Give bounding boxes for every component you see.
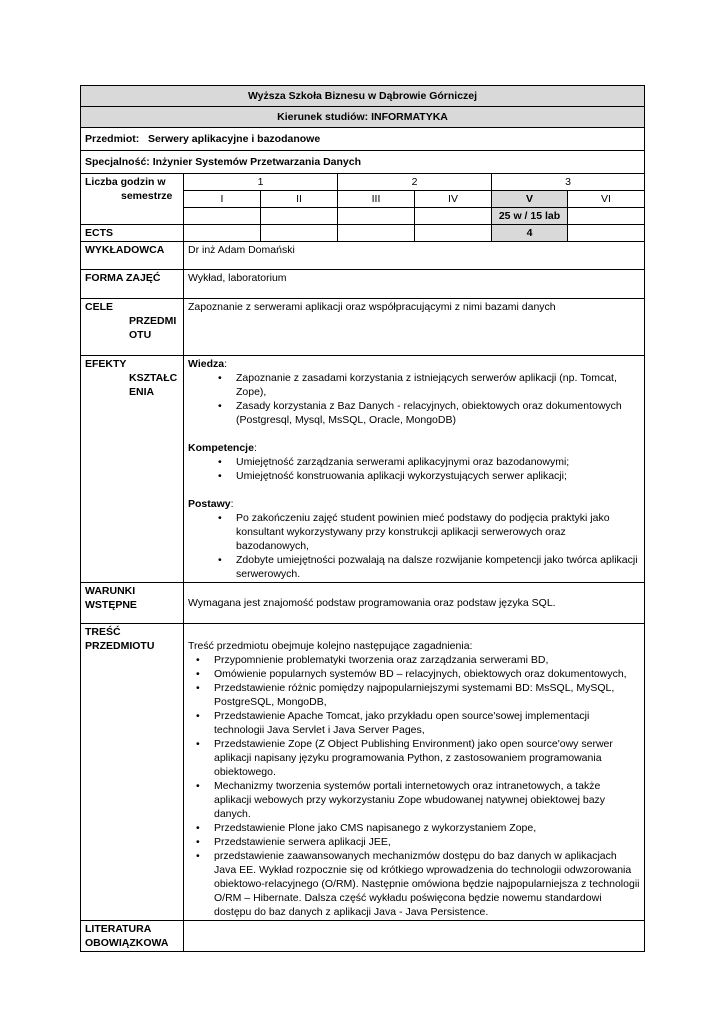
list-item: • Po zakończeniu zajęć student powinien mieć podstawy do podjęcia praktyki jako konsultant wykorzystywany przy konstrukcji aplikacji serwerowych oraz bazodanowych,	[218, 512, 610, 552]
attitude-list	[188, 511, 640, 581]
semester-2: II	[261, 191, 338, 208]
prerequisites-label-line2: WSTĘPNE	[85, 599, 137, 611]
list-item: • Przedstawienie Plone jako CMS napisanego z wykorzystaniem Zope,	[196, 822, 537, 834]
school-name: Wyższa Szkoła Biznesu w Dąbrowie Górniczej	[81, 86, 645, 107]
subject-label: Przedmiot:	[85, 133, 140, 145]
effects-label-line2: KSZTAŁC	[129, 372, 178, 384]
list-item: • Zapoznanie z zasadami korzystania z istniejących serwerów aplikacji (np. Tomcat, Zope),	[218, 372, 617, 398]
specialty-label: Specjalność:	[85, 156, 150, 168]
lecturer-value: Dr inż Adam Domański	[184, 242, 645, 270]
list-item: • przedstawienie zaawansowanych mechanizmów dostępu do baz danych w aplikacjach Java EE. Wykład rozpocznie się od krótkiego wprowadzenia do technologii odwzorowania obiektowo-relacyjnego (O/RM). Następnie omówiona będzie najpopularniejsza z technologii O/RM – Hibernate. Dalsza część wykładu poświęcona będzie nowemu standardowi dostępu do baz danych z aplikacji Java - Java Persistence.	[196, 850, 640, 918]
literature-value	[184, 921, 645, 952]
year-2: 2	[338, 174, 492, 191]
content-list	[188, 653, 640, 919]
semester-6: VI	[568, 191, 645, 208]
year-3: 3	[492, 174, 645, 191]
ects-label: ECTS	[81, 225, 184, 242]
ects-cell-1	[184, 225, 261, 242]
semester-1: I	[184, 191, 261, 208]
hours-cell-3	[338, 208, 415, 225]
list-item: • Zdobyte umiejętności pozwalają na dalsze rozwijanie kompetencji jako twórca aplikacji serwerowych.	[218, 554, 638, 580]
literature-label-line2: OBOWIĄZKOWA	[85, 937, 169, 949]
effects-label-line3: ENIA	[129, 386, 155, 398]
form-label: FORMA ZAJĘĆ	[81, 270, 184, 299]
ects-cell-3	[338, 225, 415, 242]
list-item: • Przedstawienie różnic pomiędzy najpopularniejszymi systemami BD: MsSQL, MySQL, PostgreSQL, MongoDB,	[196, 682, 615, 708]
list-item: • Umiejętność zarządzania serwerami aplikacyjnymi oraz bazodanowymi;	[218, 456, 570, 468]
effects-label-line1: EFEKTY	[85, 358, 127, 370]
competence-title: Kompetencje:	[188, 442, 257, 454]
prerequisites-label-line1: WARUNKI	[85, 585, 136, 597]
course-sheet	[80, 85, 644, 952]
hours-cell-4	[415, 208, 492, 225]
content-value	[184, 624, 645, 921]
knowledge-list	[188, 371, 640, 427]
content-intro: Treść przedmiotu obejmuje kolejno następujące zagadnienia:	[188, 640, 473, 652]
hours-label	[81, 174, 184, 225]
competence-list	[188, 455, 640, 483]
hours-label-line1: Liczba godzin w	[85, 176, 166, 188]
ects-value: 4	[492, 225, 568, 242]
list-item: • Omówienie popularnych systemów BD – relacyjnych, obiektowych oraz dokumentowych,	[196, 668, 627, 680]
prerequisites-value: Wymagana jest znajomość podstaw programowania oraz podstaw języka SQL.	[184, 583, 645, 624]
content-label	[81, 624, 184, 921]
literature-label	[81, 921, 184, 952]
lecturer-label: WYKŁADOWCA	[81, 242, 184, 270]
semester-3: III	[338, 191, 415, 208]
goals-label-line3: OTU	[129, 329, 152, 341]
list-item: • Przedstawienie Zope (Z Object Publishing Environment) jako open source'owy serwer aplikacji napisany języku programowania Python, z zastosowaniem programowania obiektowego.	[196, 738, 613, 778]
subject-value: Serwery aplikacyjne i bazodanowe	[148, 133, 321, 145]
goals-label-line2: PRZEDMI	[129, 315, 177, 327]
hours-label-line2: semestrze	[121, 190, 173, 202]
subject-row	[81, 128, 645, 151]
study-direction: Kierunek studiów: INFORMATYKA	[81, 107, 645, 128]
list-item: • Mechanizmy tworzenia systemów portali internetowych oraz intranetowych, a także aplikacji webowych przy wykorzystaniu Zope wbudowanej natywnej obiektowej bazy danych.	[196, 780, 606, 820]
specialty-value: Inżynier Systemów Przetwarzania Danych	[152, 156, 362, 168]
effects-value	[184, 356, 645, 583]
list-item: • Przedstawienie Apache Tomcat, jako przykładu open source'sowej implementacji technologii Java Servlet i Java Server Pages,	[196, 710, 590, 736]
knowledge-title: Wiedza:	[188, 358, 228, 370]
list-item: • Umiejętność konstruowania aplikacji wykorzystujących serwer aplikacji;	[218, 470, 567, 482]
ects-cell-6	[568, 225, 645, 242]
content-label-line1: TREŚĆ	[85, 626, 121, 638]
semester-4: IV	[415, 191, 492, 208]
hours-cell-1	[184, 208, 261, 225]
hours-cell-5: 25 w / 15 lab	[492, 208, 568, 225]
specialty-row	[81, 151, 645, 174]
literature-label-line1: LITERATURA	[85, 923, 152, 935]
attitude-title: Postawy:	[188, 498, 234, 510]
ects-cell-4	[415, 225, 492, 242]
list-item: • Zasady korzystania z Baz Danych - relacyjnych, obiektowych oraz dokumentowych (Postgresql, Mysql, MsSQL, Oracle, MongoDB)	[218, 400, 622, 426]
goals-label-line1: CELE	[85, 301, 114, 313]
semester-5: V	[492, 191, 568, 208]
goals-value: Zapoznanie z serwerami aplikacji oraz współpracującymi z nimi bazami danych	[184, 299, 645, 356]
syllabus-table	[80, 85, 645, 952]
content-label-line2: PRZEDMIOTU	[85, 640, 155, 652]
list-item: • Przedstawienie serwera aplikacji JEE,	[196, 836, 391, 848]
list-item: • Przypomnienie problematyki tworzenia oraz zarządzania serwerami BD,	[196, 654, 549, 666]
goals-label	[81, 299, 184, 356]
form-value: Wykład, laboratorium	[184, 270, 645, 299]
hours-cell-2	[261, 208, 338, 225]
ects-cell-2	[261, 225, 338, 242]
hours-cell-6	[568, 208, 645, 225]
year-1: 1	[184, 174, 338, 191]
effects-label	[81, 356, 184, 583]
prerequisites-label	[81, 583, 184, 624]
